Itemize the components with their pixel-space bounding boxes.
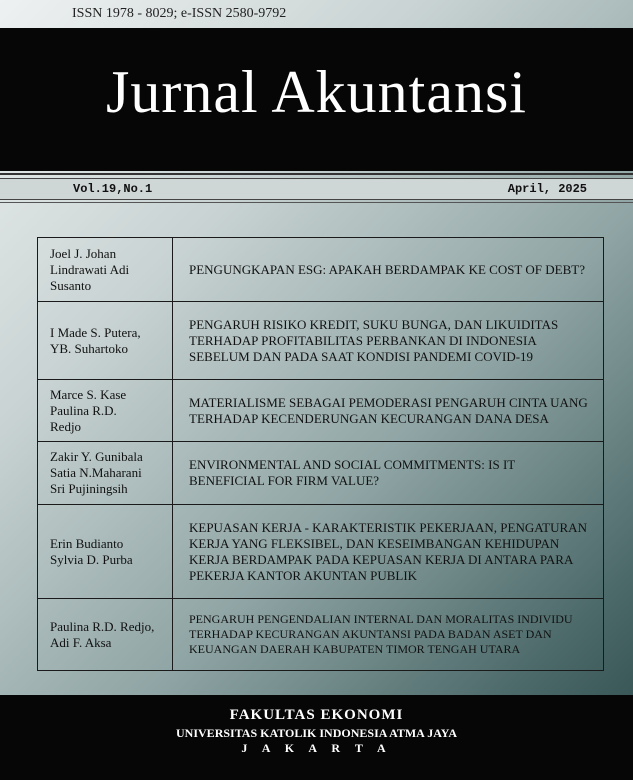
table-row [38,505,604,599]
article-title: PENGUNGKAPAN ESG: APAKAH BERDAMPAK KE COST OF DEBT? [173,238,604,302]
issn-text: ISSN 1978 - 8029; e-ISSN 2580-9792 [72,6,287,21]
volume-number: Vol.19,No.1 [73,182,153,196]
faculty-name: FAKULTAS EKONOMI [229,707,404,723]
volume-bar [0,178,633,200]
journal-title: Jurnal Akuntansi [106,59,527,125]
article-title: PENGARUH RISIKO KREDIT, SUKU BUNGA, DAN LIKUIDITAS TERHADAP PROFITABILITAS PERBANKAN DI INDONESIA SEBELUM DAN PADA SAAT KONDISI PANDEMI COVID-19 [173,302,604,380]
issue-date: April, 2025 [507,182,587,196]
article-title: KEPUASAN KERJA - KARAKTERISTIK PEKERJAAN, PENGATURAN KERJA YANG FLEKSIBEL, DAN KESEIMBANGAN KEHIDUPAN KERJA BERDAMPAK PADA KEPUASAN KERJA DI ANTARA PARA PEKERJA KANTOR AKUNTAN PUBLIK [173,505,604,599]
table-row [38,599,604,671]
divider [0,173,633,175]
article-title: MATERIALISME SEBAGAI PEMODERASI PENGARUH CINTA UANG TERHADAP KECENDERUNGAN KECURANGAN DANA DESA [173,380,604,442]
university-name: UNIVERSITAS KATOLIK INDONESIA ATMA JAYA [176,726,457,740]
article-authors: Zakir Y. Gunibala Satia N.Maharani Sri Pujiningsih [38,442,173,505]
article-authors: Marce S. Kase Paulina R.D. Redjo [38,380,173,442]
article-title: PENGARUH PENGENDALIAN INTERNAL DAN MORALITAS INDIVIDU TERHADAP KECURANGAN AKUNTANSI PADA BADAN ASET DAN KEUANGAN DAERAH KABUPATEN TIMOR TENGAH UTARA [173,599,604,671]
table-row [38,238,604,302]
table-row [38,302,604,380]
article-authors: Paulina R.D. Redjo, Adi F. Aksa [38,599,173,671]
article-authors: I Made S. Putera, YB. Suhartoko [38,302,173,380]
article-authors: Joel J. Johan Lindrawati Adi Susanto [38,238,173,302]
footer-band [0,695,633,780]
article-title: ENVIRONMENTAL AND SOCIAL COMMITMENTS: IS IT BENEFICIAL FOR FIRM VALUE? [173,442,604,505]
city-name: J A K A R T A [241,741,392,755]
article-authors: Erin Budianto Sylvia D. Purba [38,505,173,599]
table-row [38,380,604,442]
divider [0,202,633,203]
table-row [38,442,604,505]
article-table [37,237,604,671]
